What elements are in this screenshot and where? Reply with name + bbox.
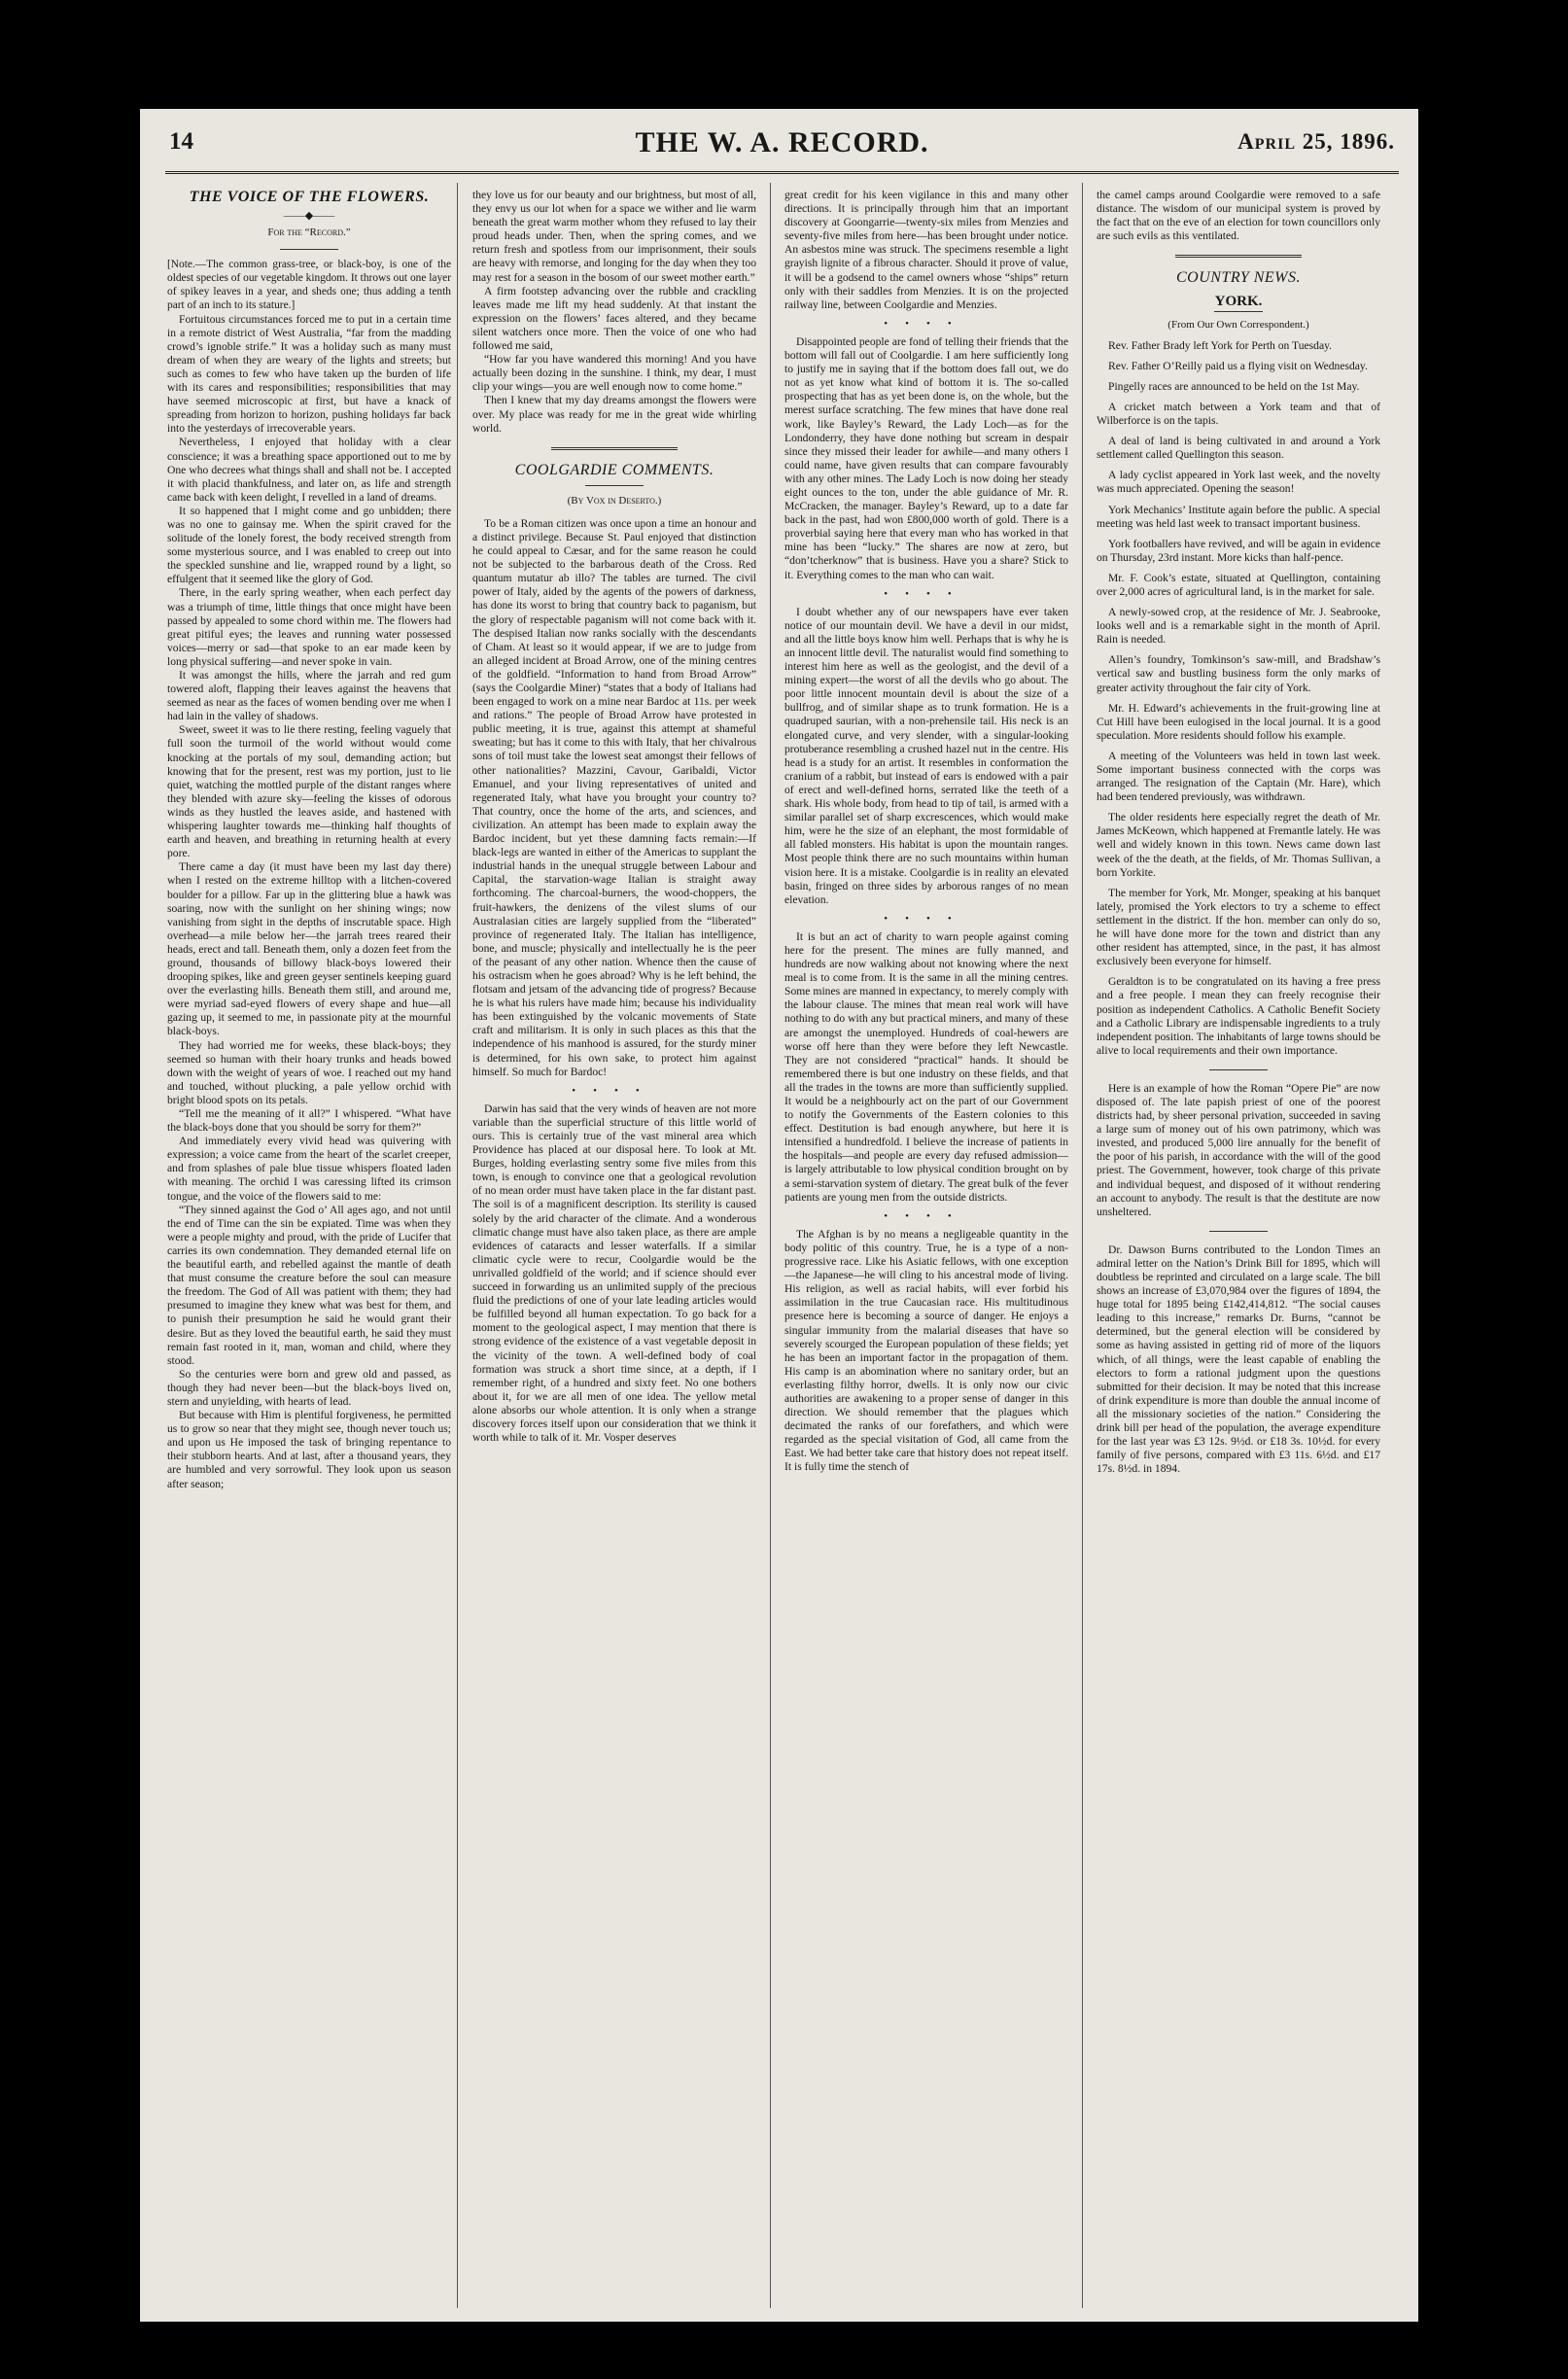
divider — [1209, 1069, 1268, 1070]
article-note: [Note.—The common grass-tree, or black-boy, is one of the oldest species of our vegetable kingdom. It throws out one layer of spikey leaves in a year, and sheds one; thus adding a tenth part of an inch to its stature.] — [167, 259, 451, 312]
paragraph: It is but an act of charity to warn people against coming here for the present. The mines are fully manned, and hundreds are now walking about not knowing where the next meal is to come from. It is the same in all the mining centres. Some mines are manned in expectancy, to merely comply with the labour clause. The mines that mean real work will have nothing to do with any but practical miners, and many of these are amongst the unemployed. Hundreds of coal-hewers are worse off here than they were before they left Newcastle. They are not considered “practical” hands. It should be remembered there is but one industry on these fields, and that all the trades in the towns are more than sufficiently supplied. It would be a neighbourly act on the part of our Government to notify the Governments of the Eastern colonies to this effect. Destitution is bad enough anywhere, but here it is intensified a hundredfold. I believe the increase of patients in the hospitals—and people are every day refused admission—is largely attributable to low physical condition brought on by a semi-starvation system of dietary. The great bulk of the fever patients are young men from the outside districts. — [784, 929, 1068, 1204]
column-divider — [770, 183, 771, 2308]
news-item: A newly-sowed crop, at the residence of Mr. J. Seabrooke, looks well and is a remarkable sight in the month of April. Rain is needed. — [1097, 606, 1380, 647]
news-item: Rev. Father Brady left York for Perth on Tuesday. — [1108, 338, 1333, 352]
paragraph: It was amongst the hills, where the jarrah and red gum towered aloft, flapping their leaves against the heavens that seemed as near as the faces of women bending over me when I had lain in the valley of shadows. — [167, 669, 451, 723]
article-heading-voice-of-flowers: THE VOICE OF THE FLOWERS. — [189, 189, 430, 205]
masthead-rule — [165, 171, 1399, 174]
news-item: Geraldton is to be congratulated on its having a free press and a free people. I mean they can freely recognise their position as independent Catholics. A Catholic Benefit Society and a Catholic Library are indispensable ingredients to a truly independent position. The inhabitants of large towns should be alive to local requirements and their own importance. — [1097, 975, 1380, 1057]
page-number: 14 — [169, 128, 193, 155]
news-item: A meeting of the Volunteers was held in town last week. Some important business connected with the corps was arranged. The resignation of the Captain (Mr. Hare), which had been tendered previously, was withdrawn. — [1097, 749, 1380, 804]
news-item: Mr. F. Cook’s estate, situated at Quellington, containing over 2,000 acres of agricultural land, is in the market for sale. — [1097, 571, 1380, 598]
paragraph: A firm footstep advancing over the rubble and crackling leaves made me lift my head suddenly. At that instant the expression on the flowers’ faces altered, and they became silent watchers once more. Then the voice of one who had followed me said, — [472, 284, 756, 353]
divider — [1209, 1231, 1268, 1232]
paragraph: “Tell me the meaning of it all?” I whispered. “What have the black-boys done that you should be sorry for them?” — [167, 1107, 451, 1135]
paragraph: So the centuries were born and grew old and passed, as though they had never been—but the black-boys lived on, stern and unyielding, with hearts of lead. — [167, 1367, 451, 1408]
paragraph: There, in the early spring weather, when each perfect day was a triumph of time, little things that once might have been passed by appealed to some chord within me. The flowers had great pitiful eyes; the leaves and running water possessed voices—merry or sad—that spoke to an ear made keen by long physical suffering—and never spoke in vain. — [167, 586, 451, 668]
section-divider — [1175, 255, 1302, 258]
article-heading-coolgardie-comments: COOLGARDIE COMMENTS. — [514, 461, 714, 478]
news-item: York footballers have revived, and will be again in evidence on Thursday, 23rd instant. More kicks than half-pence. — [1097, 537, 1380, 564]
paragraph: Sweet, sweet it was to lie there resting, feeling vaguely that full soon the turmoil of the world without would come knocking at the portals of my soul, demanding action; but knowing that for the present, rest was my portion, just to lie quiet, watching the mottled purple of the distant ranges where they blended with azure sky—feeling the kisses of odorous winds as they hustled the leaves aside, and hastened with whispering laughter towards me—thinking half thoughts of earth and heaven, and breathing in returning health at every pore. — [167, 723, 451, 860]
news-item: York Mechanics’ Institute again before the public. A special meeting was held last week to transact important business. — [1097, 503, 1380, 530]
column-3 — [784, 189, 1068, 2308]
divider — [280, 249, 338, 250]
section-divider — [551, 447, 678, 450]
section-break-stars: •••• — [884, 1209, 969, 1222]
paragraph: But because with Him is plentiful forgiveness, he permitted us to grow so near that they might see, though never touch us; and upon us He imposed the task of bringing repentance to their stubborn hearts. And at last, after a thousand years, they are humbled and very sorrowful. They look upon us season after season; — [167, 1409, 451, 1490]
paragraph: It so happened that I might come and go unbidden; there was no one to gainsay me. When the spirit craved for the solitude of the lonely forest, the body received strength from some mysterious source, and I was enabled to creep out into the speckled sunshine and lie, wrapped round by a light, so effulgent that it seemed like the glory of God. — [167, 504, 451, 586]
paragraph: Nevertheless, I enjoyed that holiday with a clear conscience; it was a breathing space apportioned out to me by One who decrees what things shall and shall not be. I accepted it with placid thankfulness, and later on, as life and strength came back with keen delight, I revelled in a land of dreams. — [167, 436, 451, 504]
newspaper-page — [140, 109, 1418, 2322]
news-item: A cricket match between a York team and that of Wilberforce is on the tapis. — [1097, 400, 1380, 428]
news-item: Rev. Father O’Reilly paid us a flying visit on Wednesday. — [1108, 359, 1368, 372]
column-1 — [167, 189, 451, 2308]
paragraph: Then I knew that my day dreams amongst the flowers were over. My place was ready for me in the great wide whirling world. — [472, 394, 756, 435]
news-item: The member for York, Mr. Monger, speaking at his banquet lately, promised the York electors to try a scheme to effect settlement in the district. If the hon. member can only do so, he will have done more for the town and district than any other resident has attempted, since, in the past, it has almost exclusively been everyone for himself. — [1097, 886, 1380, 968]
paragraph: I doubt whether any of our newspapers have ever taken notice of our mountain devil. We have a devil in our midst, and all the little boys know him well. Perhaps that is why he is an innocent little devil. The naturalist would find something to interest him here as well as the geologist, and the devil of a mining expert—the worst of all the devils who go about. The poor little innocent mountain devil is about the size of a bullfrog, and of similar shape as to trunk formation. He is a quadruped saurian, with a non-prehensile tail. His neck is an elongated curve, and very slender, with a singular-looking protuberance resembling a crushed hazel nut in the centre. His head is a study for an artist. It resembles in conformation the cranium of a rabbit, but instead of ears is endowed with a pair of erect and well-defined horns, serrated like the teeth of a shark. His whole body, from head to tip of tail, is armed with a similar parallel set of sharp excrescences, which would make him, were he the size of an elephant, the most formidable of all fabled monsters. His habitat is upon the mountain ranges. Most people think there are no such mountains within human vision here. It is a mistake. Coolgardie is in reality an elevated basin, fringed on three sides by arborous ranges of no mean elevation. — [784, 605, 1068, 906]
section-break-stars: •••• — [884, 587, 969, 600]
paragraph: To be a Roman citizen was once upon a time an honour and a distinct privilege. Because St. Paul enjoyed that distinction he could appeal to Cæsar, and for the same reason he could not be subjected to the barbarous death of the Cross. Red quantum mutatur ab illo? The tables are turned. The civil power of Italy, aided by the agents of the powers of darkness, has done its worst to bring that country back to paganism, but the glory of respectable paganism will not come back with it. The despised Italian now ranks socially with the descendants of Cham. At least so it would appear, if we are to judge from an alleged incident at Broad Arrow, one of the mining centres of the goldfield. “Information to hand from Broad Arrow” (says the Coolgardie Miner) “states that a body of Italians had been engaged to work on a mine near Bardoc at 11s. per week and rations.” The people of Broad Arrow have protested in public meeting, it is true, against this attempt at shameful sweating; but has it come to this with Italy, that her chivalrous sons of toil must take the lowest seat amongst their fellows of other nationalities? Mazzini, Cavour, Garibaldi, Victor Emanuel, and your living representatives of united and regenerated Italy, what have you brought your country to? That country, once the home of the arts, and sciences, and civilization. An attempt has been made to explain away the Bardoc incident, but yet these damning facts remain:—If black-legs are wanted in either of the Americas to supplant the industrial hands in the unequal struggle between Labour and Capital, the starvation-wage Italian is straight away forthcoming. The charcoal-burners, the wood-choppers, the fruit-hawkers, the denizens of the vilest slums of our Australasian cities are largely supplied from the “liberated” province of regenerated Italy. The Italian has intelligence, bone, and muscle; physically and intellectually he is the peer of the peasant of any other nation. Whence then the cause of his ostracism when he goes abroad? Why is he left behind, the flotsam and jetsam of the advancing tide of progress? Because he is what his rulers have made him; because his individuality has been extinguished by the volcanic movements of State craft and militarism. It is only in such places as this that the independence of his manhood is assured, for the sturdy miner is determined, for his own sake, to protect him against himself. So much for Bardoc! — [472, 516, 756, 1078]
ornament-divider: ——◆—— — [283, 210, 335, 223]
news-item: Mr. H. Edward’s achievements in the fruit-growing line at Cut Hill have been eulogised in the local journal. It is a good speculation. More residents should follow his example. — [1097, 701, 1380, 742]
paragraph: they love us for our beauty and our brightness, but most of all, they envy us our lot when for a space we wither and lie warm beneath the great warm mother whom they refused to lay their proud heads under. Then, when the spring comes, and we return fresh and spotless from our imprisonment, their souls are heavy with remorse, and longing for the day when they too may rest for a season in the bosom of our sweet mother earth.” — [472, 189, 756, 284]
paragraph: The Afghan is by no means a negligeable quantity in the body politic of this country. True, he is a type of a non-progressive race. Like his Asiatic fellows, with one exception—the Japanese—he will cling to his ancestral mode of living. His religion, as well as racial habits, will ever forbid his assimilation in the true Caucasian race. His multitudinous presence here is becoming a source of danger. He enjoys a singular immunity from the malarial diseases that have so severely scourged the European population of these fields; yet he has been an important factor in the propagation of them. His camp is an abomination where no sanitary order, but an everlasting filthy horror, dwells. It is only now our civic authorities are awakening to a proper sense of danger in this direction. We should remember that the plagues which decimated the ranks of our forefathers, and which were regarded as the special visitation of God, all came from the East. We had better take care that history does not repeat itself. It is fully time the stench of — [784, 1227, 1068, 1474]
column-4 — [1097, 189, 1380, 2308]
paragraph: There came a day (it must have been my last day there) when I rested on the extreme hilltop with a litchen-covered boulder for a pillow. Far up in the glittering blue a hawk was soaring, now with the sunlight on her shining wings; now vanishing from sight in the depths of inscrutable space. High overhead—a mile below her—the jarrah trees reared their heads, erect and tall. Beneath them, only a dozen feet from the ground, thousands of billowy black-boys lowered their drooping spikes, like and green geyser sentinels keeping guard over the everlasting hills. Beneath them still, and around me, were myriad sad-eyed flowers of every shape and hue—all gazing up, it seemed to me, in passionate pity at the mournful black-boys. — [167, 860, 451, 1038]
paragraph: Disappointed people are fond of telling their friends that the bottom will fall out of Coolgardie. I am here sufficiently long to justify me in saying that if the bottom does fall out, we do not as yet know what kind of bottom it is. The so-called prospecting that has as yet been done is, on the whole, but the merest surface scratching. The few mines that have done real work, like Bayley’s Reward, the Lady Loch—as for the Londonderry, they have done nothing but scream in despair since they missed their leader for awhile—and many others I could name, have given results that can compare favourably with any other mines. The Lady Loch is now doing her steady eight ounces to the ton, under the able guidance of Mr. R. McCracken, the manager. Bayley’s Reward, up to a date far back in the past, had won £800,000 worth of gold. There is a proverbial saying here that every man who has worked in that mine has been “lucky.” The shares are now at zero, but “don’tcherknow” that is business. Have you a share? Stick to it. Everything comes to the man who can wait. — [784, 334, 1068, 581]
section-break-stars: •••• — [884, 317, 969, 330]
news-item: Allen’s foundry, Tomkinson’s saw-mill, and Bradshaw’s vertical saw and bustling business form the only marks of greater activity throughout the fair city of York. — [1097, 653, 1380, 694]
news-item: A deal of land is being cultivated in and around a York settlement called Quellington this season. — [1097, 435, 1380, 462]
newspaper-title: THE W. A. RECORD. — [635, 126, 929, 158]
divider — [585, 485, 644, 486]
article-byline: For the “Record.” — [267, 227, 351, 239]
article-byline: (From Our Own Correspondent.) — [1167, 318, 1309, 331]
column-divider — [1082, 183, 1083, 2308]
paragraph: Dr. Dawson Burns contributed to the London Times an admiral letter on the Nation’s Drink Bill for 1895, which will doubtless be reprinted and circulated on a large scale. The bill shows an increase of £3,070,984 over the figures of 1894, the huge total for 1895 being £142,414,812. “The social causes leading to this increase,” remarks Dr. Burns, “cannot be determined, but the general election will be considered by some as having assisted in getting rid of more of the liquors which, of all things, were the least capable of enabling the electors to form a rational judgment upon the questions submitted for their decision. It may be noted that this increase of drink expenditure is more than double the annual income of all the missionary societies of the nation.” Considering the drink bill per head of the population, the average expenditure for the last year was £3 12s. 9½d. or £18 3s. 10½d. for every family of five persons, compared with £3 11s. 6½d. and £17 17s. 8½d. in 1894. — [1097, 1242, 1380, 1476]
subheading-york: YORK. — [1214, 294, 1263, 310]
column-2 — [472, 189, 756, 2308]
section-heading-country-news: COUNTRY NEWS. — [1175, 269, 1301, 287]
paragraph: They had worried me for weeks, these black-boys; they seemed so human with their hoary trunks and heads bowed down with the weight of years of woe. I reached out my hand and touched, without plucking, a pale yellow orchid with bright blood spots on its petals. — [167, 1038, 451, 1106]
paragraph: the camel camps around Coolgardie were removed to a safe distance. The wisdom of our municipal system is proved by the fact that on the eve of an election for town councillors only are such evils as this ventilated. — [1097, 189, 1380, 243]
divider — [1214, 311, 1263, 312]
section-break-stars: •••• — [884, 912, 969, 925]
masthead — [169, 126, 1395, 165]
news-item: A lady cyclist appeared in York last week, and the novelty was much appreciated. Opening the season! — [1097, 469, 1380, 496]
issue-date: April 25, 1896. — [1237, 129, 1395, 154]
paragraph: “They sinned against the God o’ All ages ago, and not until the end of Time can the sin be expiated. Time was when they were a people mighty and proud, with the pride of Lucifer that carries its own condemnation. They demanded eternal life on the beautiful earth, and rebelled against the mantle of death that must consume the creature before the soul can measure the freedom. The God of All was patient with them; they had presumed to imagine they knew what was best for them, and to punish their presumption he said he would grant their desire. But as they loved the beautiful earth, he said they must remain fast rooted in it, man, woman and child, where they stood. — [167, 1203, 451, 1367]
column-divider — [457, 183, 458, 2308]
paragraph: “How far you have wandered this morning! And you have actually been dozing in the sunshine. I think, my dear, I must clip your wings—you are well enough now to come home.” — [472, 353, 756, 394]
section-break-stars: •••• — [572, 1084, 657, 1097]
paragraph: Here is an example of how the Roman “Opere Pie” are now disposed of. The late papish priest of one of the poorest districts had, by sheer personal privation, succeeded in saving a large sum of money out of his own patrimony, which was invested, and produced 5,000 lire annually for the benefit of the poor of his parish, in accordance with the will of the good priest. The Government, however, took charge of this private and individual bequest, and disposed of it without rendering an account to anybody. The result is that the destitute are now unsheltered. — [1097, 1081, 1380, 1218]
article-byline: (By Vox in Deserto.) — [567, 494, 662, 507]
news-item: The older residents here especially regret the death of Mr. James McKeown, which happened at Fremantle lately. He was well and widely known in this town. News came down last week of the the death, at the fields, of Mr. Thomas Sullivan, a born Yorkite. — [1097, 811, 1380, 879]
news-item: Pingelly races are announced to be held on the 1st May. — [1108, 379, 1360, 393]
paragraph: great credit for his keen vigilance in this and many other directions. It is principally through him that an important discovery at Goongarrie—twenty-six miles from Menzies and seventy-five miles from here—has been brought under notice. An asbestos mine was struck. The specimens resemble a light grayish lignite of a fibrous character. Should it prove of value, it will be a godsend to the camel owners whose “ships” return only with their saddles from Menzies. It is on the projected railway line, between Coolgardie and Menzies. — [784, 189, 1068, 311]
paragraph: And immediately every vivid head was quivering with expression; a voice came from the heart of the scarlet creeper, and from splashes of pale blue tissue whispers floated laden with meaning. The orchid I was caressing lifted its crimson tongue, and the voice of the flowers said to me: — [167, 1135, 451, 1203]
paragraph: Fortuitous circumstances forced me to put in a certain time in a remote district of West Australia, “far from the madding crowd’s ignoble strife.” It was a holiday such as many must dream of when they are weary of the lights and streets; but such as comes to few who have taken up the burden of life with its cares and responsibilities; responsibilities that may have seemed microscopic at first, but have a knack of spreading from horizon to horizon, pushing holidays far back into the yesterdays of irrecoverable years. — [167, 312, 451, 436]
paragraph: Darwin has said that the very winds of heaven are not more variable than the superficial structure of this little world of ours. This is certainly true of the vast mineral area which Providence has placed at our disposal here. To look at Mt. Burges, holding everlasting sentry some five miles from this town, is enough to convince one that a geological revolution of no mean order must have taken place in the far distant past. The soil is of a magnificent description. Its sterility is caused solely by the arid character of the climate. And a wonderous climatic change must have also taken place, as there are ample evidences of cataracts and lesser waterfalls. If a similar climatic cycle were to recur, Coolgardie would be the unrivalled goldfield of the world; and if science should ever succeed in forwarding us an unlimited supply of the precious fluid the predictions of one of your late leading articles would be fulfilled beyond all human expectation. To go back for a moment to the geological aspect, I may mention that there is strong evidence of the existence of a vast vegetable deposit in the vicinity of the town. A well-defined body of coal formation was struck a short time since, at a depth, if I remember right, of a hundred and sixty feet. No one bothers about it, for we are all men of one idea. The yellow metal alone absorbs our whole attention. It is only when a strange discovery forces itself upon our consideration that we think it worth while to talk of it. Mr. Vosper deserves — [472, 1102, 756, 1445]
